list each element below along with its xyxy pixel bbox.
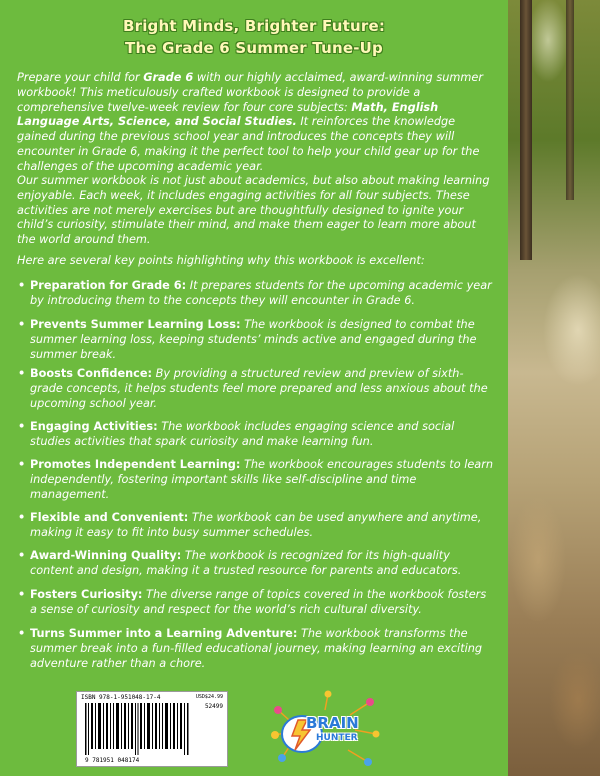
bullet-heading: Turns Summer into a Learning Adventure: — [30, 627, 298, 640]
list-item — [18, 511, 496, 541]
bullet-body: The workbook can be used anywhere and anytime, making it easy to fit into busy summer schedules. — [30, 511, 482, 539]
list-item — [18, 367, 496, 411]
bullet-dot: • — [18, 367, 26, 380]
intro-text: Prepare your child for — [17, 71, 144, 84]
intro-paragraph-1 — [17, 71, 495, 175]
bullet-dot: • — [18, 627, 26, 640]
bullet-body: The workbook encourages students to learn independently, fostering important skills like self-discipline and time management. — [30, 458, 494, 501]
logo-brain-text: BRAIN — [306, 714, 359, 732]
bullet-dot: • — [18, 458, 26, 471]
bullet-dot: • — [18, 511, 26, 524]
bullet-heading: Boosts Confidence: — [30, 367, 153, 380]
intro-text: It reinforces the knowledge gained during the previous school year and introduces the concepts they will encounter in Grade 6, making it the perfect tool to help your child gear up for the challenges of the upcoming academic year. — [17, 115, 480, 173]
bullet-dot: • — [18, 279, 26, 292]
price-code: 52499 — [204, 703, 223, 710]
bullet-heading: Fosters Curiosity: — [30, 588, 143, 601]
bullet-heading: Award-Winning Quality: — [30, 549, 182, 562]
bullet-body: The workbook is designed to combat the summer learning loss, keeping students’ minds active and engaged during the summer break. — [30, 318, 477, 361]
list-item — [18, 279, 496, 309]
list-item — [18, 318, 496, 362]
isbn-label: ISBN 978-1-951048-17-4 — [81, 694, 161, 701]
bullet-heading: Preparation for Grade 6: — [30, 279, 187, 292]
title-line-1: Bright Minds, Brighter Future: — [122, 17, 386, 35]
bullet-heading: Flexible and Convenient: — [30, 511, 189, 524]
bullet-body: The workbook is recognized for its high-quality content and design, making it a trusted resource for parents and educators. — [30, 549, 462, 577]
list-item — [18, 588, 496, 618]
intro-text: with our highly acclaimed, award-winning summer workbook! This meticulously crafted workbook is designed to provide a comprehensive twelve-week review for four core subjects: — [17, 71, 483, 114]
bullet-body: By providing a structured review and preview of sixth-grade concepts, it helps students feel more prepared and less anxious about the upcoming school year. — [30, 367, 488, 410]
list-item — [18, 420, 496, 450]
intro-paragraph-3: Here are several key points highlighting why this workbook is excellent: — [17, 254, 425, 267]
barcode-digits: 9 781951 048174 — [85, 757, 140, 764]
bullet-heading: Promotes Independent Learning: — [30, 458, 241, 471]
tree-trunk — [520, 0, 532, 260]
bullet-dot: • — [18, 588, 26, 601]
title-line-2: The Grade 6 Summer Tune-Up — [125, 39, 383, 57]
list-item — [18, 549, 496, 579]
bullet-dot: • — [18, 318, 26, 331]
list-item — [18, 627, 496, 671]
isbn-barcode — [76, 691, 228, 767]
price-label: USD$24.99 — [195, 694, 223, 700]
bullet-body: The diverse range of topics covered in the workbook fosters a sense of curiosity and respect for the world’s rich cultural diversity. — [30, 588, 487, 616]
intro-paragraph-2: Our summer workbook is not just about academics, but also about making learning enjoyable. Each week, it includes engaging activities for all four subjects. These activities are not merely exercises but are thoughtfully designed to ignite your child’s curiosity, stimulate their mind, and make them eager to learn more about the world around them. — [17, 174, 490, 247]
bullet-dot: • — [18, 420, 26, 433]
bullet-body: It prepares students for the upcoming academic year by introducing them to the concepts they will encounter in Grade 6. — [30, 279, 492, 307]
bullet-body: The workbook transforms the summer break into a fun-filled educational journey, making learning an exciting adventure rather than a chore. — [30, 627, 483, 670]
logo-hunter-text: HUNTER — [316, 733, 358, 743]
bullet-heading: Engaging Activities: — [30, 420, 158, 433]
bullet-dot: • — [18, 549, 26, 562]
bullet-body: The workbook includes engaging science and social studies activities that spark curiosity and make learning fun. — [30, 420, 455, 448]
barcode-bars — [85, 703, 189, 755]
intro-subjects-emphasis: Math, English Language Arts, Science, and Social Studies. — [17, 100, 439, 129]
list-item — [18, 458, 496, 502]
intro-grade-emphasis: Grade 6 — [143, 71, 194, 84]
bullet-heading: Prevents Summer Learning Loss: — [30, 318, 241, 331]
tree-trunk — [566, 0, 574, 200]
